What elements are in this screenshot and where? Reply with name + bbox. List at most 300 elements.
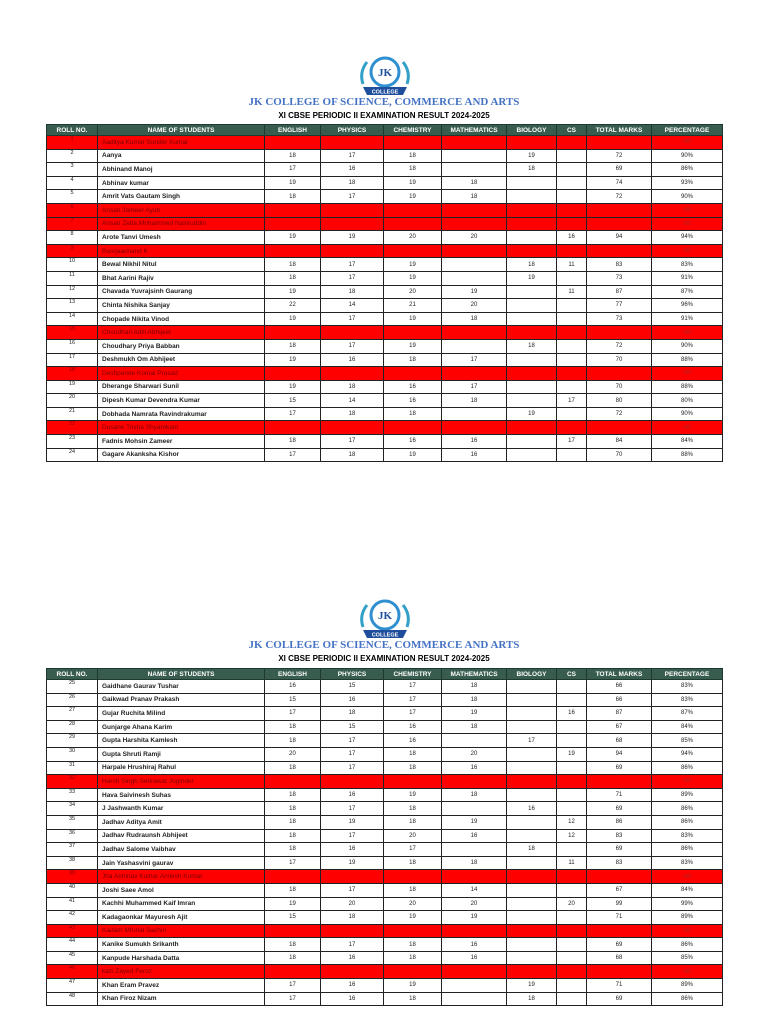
total-marks-cell [587, 203, 652, 217]
mathematics-cell: 18 [442, 788, 507, 802]
student-name-cell: Gagare Akanksha Kishor [98, 448, 265, 462]
mathematics-cell: 16 [442, 435, 507, 449]
roll-no-cell: 43 [47, 924, 98, 938]
total-marks-cell [587, 870, 652, 884]
table-row [47, 802, 723, 816]
roll-no-cell: 42 [47, 911, 98, 925]
cs-cell [557, 244, 587, 258]
english-cell: 18 [265, 802, 321, 816]
table-row [47, 992, 723, 1006]
table-row [47, 897, 723, 911]
chemistry-cell: 18 [384, 163, 442, 177]
cs-cell: 11 [557, 258, 587, 272]
percentage-cell: 83% [652, 258, 723, 272]
name-header: NAME OF STUDENTS [98, 669, 265, 680]
percentage-cell: 93% [652, 176, 723, 190]
cs-cell [557, 734, 587, 748]
chemistry-cell: 20 [384, 231, 442, 245]
physics-cell: 16 [321, 992, 384, 1006]
biology-cell [507, 367, 557, 381]
cs-cell [557, 367, 587, 381]
chemistry-cell: 18 [384, 802, 442, 816]
table-row [47, 380, 723, 394]
chemistry-cell: 18 [384, 149, 442, 163]
table-row [47, 394, 723, 408]
student-name-cell: Bewal Nikhil Nitul [98, 258, 265, 272]
cs-cell: 17 [557, 394, 587, 408]
cs-cell: 16 [557, 231, 587, 245]
mathematics-cell: 18 [442, 190, 507, 204]
physics-cell: 16 [321, 951, 384, 965]
total-marks-cell: 68 [587, 734, 652, 748]
roll-no-cell: 28 [47, 720, 98, 734]
cs-cell [557, 965, 587, 979]
biology-cell [507, 203, 557, 217]
mathematics-cell [442, 339, 507, 353]
physics-cell: 16 [321, 353, 384, 367]
chemistry-cell: 18 [384, 407, 442, 421]
mathematics-cell: 16 [442, 448, 507, 462]
logo-banner-text: COLLEGE [371, 89, 399, 96]
percentage-cell: 83% [652, 856, 723, 870]
mathematics-cell: 18 [442, 856, 507, 870]
mathematics-cell [442, 802, 507, 816]
cs-cell [557, 380, 587, 394]
cs-cell: 16 [557, 707, 587, 721]
mathematics-cell [442, 367, 507, 381]
total-marks-cell: 67 [587, 720, 652, 734]
biology-cell: 17 [507, 734, 557, 748]
physics-cell [321, 421, 384, 435]
physics-cell [321, 326, 384, 340]
logo-banner-text: COLLEGE [371, 632, 399, 639]
cs-cell [557, 203, 587, 217]
total-marks-cell: 87 [587, 285, 652, 299]
roll-no-cell: 15 [47, 326, 98, 340]
total-marks-cell: 71 [587, 911, 652, 925]
english-cell: 19 [265, 285, 321, 299]
english-cell: 18 [265, 271, 321, 285]
percentage-cell: 85% [652, 734, 723, 748]
english-cell: 15 [265, 911, 321, 925]
cs-cell [557, 326, 587, 340]
mathematics-cell: 18 [442, 176, 507, 190]
roll-no-cell: 14 [47, 312, 98, 326]
total-marks-cell: 69 [587, 992, 652, 1006]
chemistry-cell [384, 367, 442, 381]
mathematics-cell [442, 258, 507, 272]
table-row [47, 271, 723, 285]
physics-cell: 17 [321, 435, 384, 449]
table-row [47, 720, 723, 734]
mathematics-cell [442, 992, 507, 1006]
mathematics-cell: 18 [442, 394, 507, 408]
total-marks-cell: 73 [587, 271, 652, 285]
chemistry-cell: 16 [384, 435, 442, 449]
student-name-cell: Dobhada Namrata Ravindrakumar [98, 407, 265, 421]
mathematics-cell [442, 734, 507, 748]
student-name-cell: Ansari Zeba Mohammed Nasiruddin [98, 217, 265, 231]
chemistry-cell: 19 [384, 312, 442, 326]
physics-cell: 16 [321, 979, 384, 993]
mathematics-cell: 16 [442, 829, 507, 843]
mathematics-cell [442, 203, 507, 217]
percentage-cell: 84% [652, 720, 723, 734]
english-header: ENGLISH [265, 125, 321, 136]
biology-cell [507, 244, 557, 258]
chemistry-cell [384, 244, 442, 258]
total-marks-cell: 69 [587, 163, 652, 177]
english-cell: 18 [265, 190, 321, 204]
cs-cell [557, 870, 587, 884]
table-row-absent [47, 136, 723, 150]
roll-no-cell: 36 [47, 829, 98, 843]
table-row [47, 951, 723, 965]
english-cell: 17 [265, 992, 321, 1006]
table-row-absent [47, 326, 723, 340]
biology-cell: 19 [507, 271, 557, 285]
total-marks-cell: 83 [587, 258, 652, 272]
table-row [47, 680, 723, 694]
biology-cell: 18 [507, 163, 557, 177]
mathematics-cell: 18 [442, 693, 507, 707]
physics-header: PHYSICS [321, 669, 384, 680]
student-name-cell: Kanpude Harshada Datta [98, 951, 265, 965]
percentage-cell: 85% [652, 951, 723, 965]
percentage-header: PERCENTAGE [652, 669, 723, 680]
student-name-cell: Joshi Saee Amol [98, 883, 265, 897]
result-sheet-1 [0, 0, 768, 500]
mathematics-cell [442, 149, 507, 163]
biology-cell: 19 [507, 407, 557, 421]
table-row [47, 353, 723, 367]
cs-cell [557, 693, 587, 707]
table-row-absent [47, 775, 723, 789]
chemistry-cell [384, 775, 442, 789]
total-marks-cell: 70 [587, 353, 652, 367]
student-name-cell: Jadhav Salome Vaibhav [98, 843, 265, 857]
chemistry-cell: 17 [384, 693, 442, 707]
chemistry-cell: 19 [384, 911, 442, 925]
percentage-cell: AB [652, 775, 723, 789]
physics-cell: 18 [321, 448, 384, 462]
chemistry-cell [384, 924, 442, 938]
percentage-cell: 96% [652, 299, 723, 313]
student-name-cell: Basrjaachand K [98, 244, 265, 258]
cs-cell: 11 [557, 856, 587, 870]
student-name-cell: Harsh Singh Sehrawat Joginder [98, 775, 265, 789]
mathematics-cell: 16 [442, 938, 507, 952]
physics-cell: 19 [321, 815, 384, 829]
english-cell: 17 [265, 448, 321, 462]
biology-cell [507, 231, 557, 245]
biology-cell [507, 965, 557, 979]
roll-no-cell: 38 [47, 856, 98, 870]
roll-no-cell: 11 [47, 271, 98, 285]
student-name-cell: Chinta Nishika Sanjay [98, 299, 265, 313]
english-cell: 18 [265, 829, 321, 843]
physics-cell [321, 217, 384, 231]
mathematics-cell [442, 870, 507, 884]
biology-cell [507, 217, 557, 231]
cs-cell [557, 788, 587, 802]
chemistry-cell: 19 [384, 271, 442, 285]
physics-cell: 17 [321, 747, 384, 761]
physics-cell: 14 [321, 394, 384, 408]
english-cell: 18 [265, 258, 321, 272]
student-name-cell: Gujar Ruchita Milind [98, 707, 265, 721]
chemistry-cell: 18 [384, 856, 442, 870]
roll-no-cell: 16 [47, 339, 98, 353]
student-name-cell: Kadam Mrunal Sachin [98, 924, 265, 938]
table-row [47, 747, 723, 761]
mathematics-cell: 18 [442, 720, 507, 734]
total-marks-cell: 70 [587, 448, 652, 462]
chemistry-cell: 18 [384, 815, 442, 829]
student-name-cell: Deshpande Komal Prasad [98, 367, 265, 381]
student-name-cell: Fadnis Mohsin Zameer [98, 435, 265, 449]
percentage-cell: AB [652, 421, 723, 435]
total-marks-cell: 72 [587, 407, 652, 421]
physics-cell: 17 [321, 149, 384, 163]
cs-cell [557, 136, 587, 150]
cs-cell [557, 448, 587, 462]
roll-no-cell: 20 [47, 394, 98, 408]
english-cell: 18 [265, 734, 321, 748]
cs-cell: 17 [557, 435, 587, 449]
chemistry-cell: 19 [384, 788, 442, 802]
roll-no-cell: 47 [47, 979, 98, 993]
roll-no-cell: 17 [47, 353, 98, 367]
table-header-row [47, 669, 723, 680]
total-marks-cell: 72 [587, 190, 652, 204]
cs-cell [557, 271, 587, 285]
physics-cell: 18 [321, 911, 384, 925]
total-marks-cell: 69 [587, 802, 652, 816]
chemistry-header: CHEMISTRY [384, 669, 442, 680]
percentage-cell: 86% [652, 843, 723, 857]
table-row-absent [47, 924, 723, 938]
student-name-cell: Jadhav Rudraunsh Abhijeet [98, 829, 265, 843]
mathematics-cell [442, 217, 507, 231]
physics-cell [321, 244, 384, 258]
english-cell [265, 244, 321, 258]
table-row [47, 979, 723, 993]
english-cell [265, 775, 321, 789]
roll-no-cell: 37 [47, 843, 98, 857]
physics-cell: 17 [321, 883, 384, 897]
roll-no-cell: 2 [47, 149, 98, 163]
roll-no-cell: 32 [47, 775, 98, 789]
english-cell: 18 [265, 883, 321, 897]
result-sheet-2 [0, 540, 768, 1024]
table-row [47, 829, 723, 843]
english-cell: 19 [265, 380, 321, 394]
student-name-cell: Khan Eram Pravez [98, 979, 265, 993]
biology-cell [507, 312, 557, 326]
physics-cell: 17 [321, 802, 384, 816]
percentage-cell: 88% [652, 353, 723, 367]
chemistry-cell: 16 [384, 380, 442, 394]
physics-cell [321, 965, 384, 979]
mathematics-cell [442, 136, 507, 150]
student-name-cell: Gaidhane Gaurav Tushar [98, 680, 265, 694]
total-marks-cell: 80 [587, 394, 652, 408]
percentage-cell: 83% [652, 693, 723, 707]
student-name-cell: Aaditya Kumar Sunder Kumar [98, 136, 265, 150]
biology-cell [507, 190, 557, 204]
roll-no-cell: 33 [47, 788, 98, 802]
chemistry-cell: 18 [384, 747, 442, 761]
physics-cell: 17 [321, 938, 384, 952]
table-row-absent [47, 421, 723, 435]
physics-header: PHYSICS [321, 125, 384, 136]
percentage-cell: 94% [652, 747, 723, 761]
mathematics-cell: 16 [442, 951, 507, 965]
exam-title: XI CBSE PERIODIC II EXAMINATION RESULT 2024-2025 [278, 654, 490, 663]
mathematics-cell [442, 271, 507, 285]
table-row [47, 149, 723, 163]
table-row [47, 693, 723, 707]
biology-cell: 16 [507, 802, 557, 816]
cs-cell [557, 163, 587, 177]
table-row-absent [47, 203, 723, 217]
biology-cell [507, 448, 557, 462]
percentage-cell: 86% [652, 761, 723, 775]
biology-cell [507, 299, 557, 313]
biology-cell [507, 938, 557, 952]
roll-no-cell: 3 [47, 163, 98, 177]
table-row [47, 407, 723, 421]
english-cell: 19 [265, 312, 321, 326]
chemistry-cell: 17 [384, 843, 442, 857]
cs-cell [557, 911, 587, 925]
roll-no-cell: 1 [47, 136, 98, 150]
cs-cell [557, 979, 587, 993]
chemistry-cell: 18 [384, 761, 442, 775]
total-marks-cell [587, 217, 652, 231]
roll-no-cell: 23 [47, 435, 98, 449]
roll-no-cell: 26 [47, 693, 98, 707]
biology-cell [507, 788, 557, 802]
roll-no-cell: 9 [47, 244, 98, 258]
roll-no-cell: 44 [47, 938, 98, 952]
percentage-cell: 89% [652, 788, 723, 802]
table-header-row [47, 125, 723, 136]
biology-cell [507, 924, 557, 938]
total-marks-cell [587, 367, 652, 381]
biology-cell [507, 951, 557, 965]
roll-no-cell: 35 [47, 815, 98, 829]
cs-cell: 19 [557, 747, 587, 761]
physics-cell: 16 [321, 788, 384, 802]
student-name-cell: Abhinand Manoj [98, 163, 265, 177]
total-marks-cell: 72 [587, 339, 652, 353]
total-marks-header: TOTAL MARKS [587, 669, 652, 680]
cs-cell [557, 802, 587, 816]
physics-cell: 19 [321, 231, 384, 245]
biology-cell [507, 775, 557, 789]
table-row [47, 163, 723, 177]
student-name-cell: Arote Tanvi Umesh [98, 231, 265, 245]
english-cell: 17 [265, 979, 321, 993]
english-cell: 15 [265, 394, 321, 408]
biology-cell [507, 897, 557, 911]
mathematics-header: MATHEMATICS [442, 669, 507, 680]
physics-cell [321, 775, 384, 789]
percentage-cell: 88% [652, 448, 723, 462]
physics-cell [321, 136, 384, 150]
biology-cell [507, 870, 557, 884]
percentage-cell: 99% [652, 897, 723, 911]
chemistry-cell [384, 136, 442, 150]
total-marks-cell: 71 [587, 979, 652, 993]
student-name-cell: Abhinav kumar [98, 176, 265, 190]
physics-cell [321, 924, 384, 938]
table-row [47, 448, 723, 462]
physics-cell: 17 [321, 190, 384, 204]
table-row [47, 843, 723, 857]
total-marks-header: TOTAL MARKS [587, 125, 652, 136]
table-row-absent [47, 217, 723, 231]
chemistry-cell: 19 [384, 979, 442, 993]
roll-no-cell: 12 [47, 285, 98, 299]
roll-no-cell: 6 [47, 203, 98, 217]
biology-cell [507, 353, 557, 367]
student-name-cell: Gupta Harshita Kamlesh [98, 734, 265, 748]
english-cell: 18 [265, 815, 321, 829]
total-marks-cell: 94 [587, 747, 652, 761]
physics-cell: 17 [321, 271, 384, 285]
total-marks-cell: 66 [587, 680, 652, 694]
physics-cell: 18 [321, 407, 384, 421]
student-name-cell: Amrit Vats Gautam Singh [98, 190, 265, 204]
cs-cell [557, 407, 587, 421]
percentage-cell: 89% [652, 911, 723, 925]
physics-cell: 15 [321, 680, 384, 694]
student-name-cell: Harpale Hrushiraj Rahul [98, 761, 265, 775]
english-cell: 20 [265, 747, 321, 761]
total-marks-cell [587, 326, 652, 340]
english-cell [265, 924, 321, 938]
english-header: ENGLISH [265, 669, 321, 680]
total-marks-cell: 99 [587, 897, 652, 911]
english-cell: 17 [265, 407, 321, 421]
percentage-cell: 80% [652, 394, 723, 408]
mathematics-cell [442, 244, 507, 258]
cs-cell [557, 720, 587, 734]
physics-cell: 18 [321, 380, 384, 394]
english-cell: 19 [265, 231, 321, 245]
cs-cell [557, 761, 587, 775]
english-cell [265, 367, 321, 381]
cs-cell: 12 [557, 815, 587, 829]
biology-cell [507, 326, 557, 340]
english-cell: 18 [265, 435, 321, 449]
percentage-cell: AB [652, 244, 723, 258]
chemistry-cell: 19 [384, 448, 442, 462]
roll-no-cell: 10 [47, 258, 98, 272]
student-name-cell: Hava Saivinesh Suhas [98, 788, 265, 802]
percentage-cell: 84% [652, 435, 723, 449]
exam-title: XI CBSE PERIODIC II EXAMINATION RESULT 2024-2025 [278, 111, 490, 120]
cs-cell [557, 992, 587, 1006]
mathematics-cell: 20 [442, 897, 507, 911]
cs-cell [557, 353, 587, 367]
chemistry-cell: 16 [384, 720, 442, 734]
physics-cell [321, 367, 384, 381]
student-name-cell: Gaikwad Pranav Prakash [98, 693, 265, 707]
